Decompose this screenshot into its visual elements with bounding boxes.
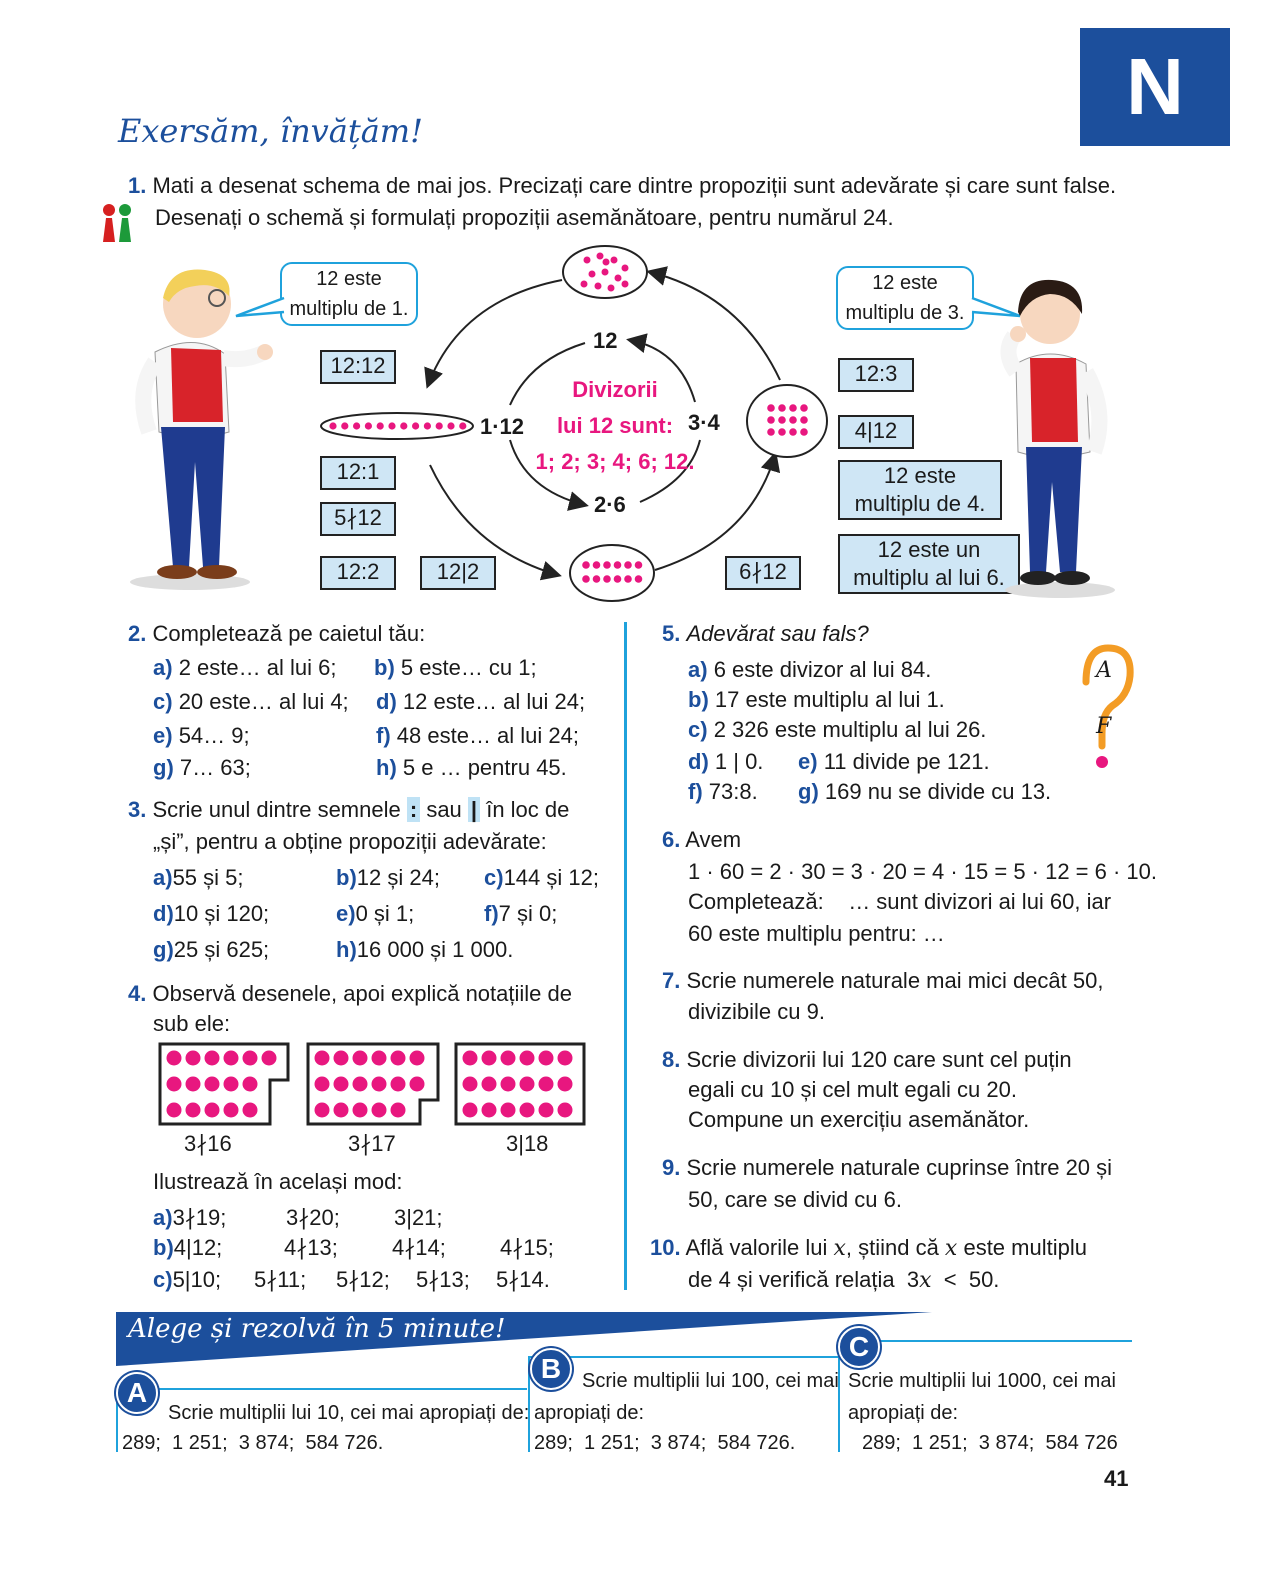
ex3-h-text: 16 000 și 1 000. [356,937,514,962]
dot-top [608,285,615,292]
ex2-b-letter: b) [374,655,395,680]
ex2-item-a [153,652,336,684]
badge-f: F [1096,714,1112,739]
dot-right [800,428,808,436]
dot-bottom [614,561,622,569]
ex2-d-text: 12 este… al lui 24; [402,689,586,714]
ex10-text1a: Află valorile lui [685,1235,834,1260]
ex5-item-b [688,684,945,716]
ex1-text1: Mati a desenat schema de mai jos. Precizați care dintre propoziții sunt adevărate și care sunt false. [152,173,1117,198]
ex4-text1: Observă desenele, apoi explică notațiile de [152,981,572,1006]
ex6-line4: 60 este multiplu pentru: … [688,921,945,946]
line-a-left [116,1400,118,1452]
ex4-row-a [153,1202,226,1234]
badge-b-circle: B [530,1348,572,1390]
ex1-number: 1. [128,173,147,198]
ex6-line2: 1 · 60 = 2 · 30 = 3 · 20 = 4 · 15 = 5 · 12 = 6 · 10. [688,859,1158,884]
dot-bottom [614,575,622,583]
line-b-top [528,1356,838,1358]
dot-group2 [334,1051,349,1066]
ex5-a-text: 6 este divizor al lui 84. [713,657,932,682]
ex5-number: 5. [662,621,681,646]
center-line2: lui 12 sunt: [556,413,674,438]
bubble-left-line1: 12 este [316,268,382,290]
dot-top [581,281,588,288]
ex5-a-letter: a) [688,657,708,682]
dot-group3 [539,1051,554,1066]
ex7-text1: Scrie numerele naturale mai mici decât 50, [686,968,1104,993]
ex5-f-text: 73:8. [708,779,758,804]
ex6-line3: Completează: … sunt divizori ai lui 60, iar [688,889,1112,914]
dot-bottom [603,561,611,569]
ex2-f-letter: f) [376,723,391,748]
ex4-caption-1: 3∤16 [184,1131,232,1156]
question-mark-icon [1076,642,1136,774]
dot-left [365,422,372,429]
ex5-g-letter: g) [798,779,819,804]
dot-right [789,428,797,436]
ex3-a-letter: a) [153,865,173,890]
dot-right [767,416,775,424]
dot-left [424,422,431,429]
ex3-sign-bar: | [468,797,480,822]
dot-group2 [315,1103,330,1118]
dot-group3 [501,1051,516,1066]
dot-group3 [501,1103,516,1118]
boy-right-illustration [990,272,1130,602]
rbb2-line2: multiplu al lui 6. [853,565,1005,590]
badge-c-circle: C [838,1326,880,1368]
box-c-line2: apropiați de: [848,1402,959,1424]
ex6-number: 6. [662,827,681,852]
dot-top [622,265,629,272]
ex8-line3: Compune un exercițiu asemănător. [688,1107,1030,1132]
ex3-h-letter: h) [336,937,357,962]
ex3-item-h [336,934,513,966]
dot-top [603,259,610,266]
left-box-3: 5∤12 [320,502,396,536]
ex3-item-d [153,898,269,930]
dot-top [611,257,618,264]
ex3-g-text: 25 și 625; [173,937,270,962]
chapter-letter: N [1126,42,1184,131]
ex5-item-e [798,746,990,778]
box-b-line2: apropiați de: [534,1402,645,1424]
ex2-h-letter: h) [376,755,397,780]
dot-group3 [520,1051,535,1066]
ex3-sign-colon: : [407,797,420,822]
ex4-c-letter: c) [153,1267,173,1292]
ex7-number: 7. [662,968,681,993]
ex5-title [662,618,869,650]
dot-group3 [501,1077,516,1092]
dot-group3 [520,1077,535,1092]
dot-group2 [353,1103,368,1118]
ex2-item-g [153,752,251,784]
ex2-item-e [153,720,250,752]
bubble-left-line2: multiplu de 1. [289,298,409,320]
ex3-item-e [336,898,414,930]
ex4-b-1: 4|12; [173,1235,223,1260]
diagram-label-right: 3·4 [688,410,720,435]
ex2-d-letter: d) [376,689,397,714]
ex3-item-b [336,862,440,894]
ex5-b-letter: b) [688,687,709,712]
dots-ellipse-right [747,385,827,457]
ex2-e-text: 54… 9; [178,723,250,748]
ex5-e-letter: e) [798,749,818,774]
ex10-text1c: este multiplu [957,1235,1087,1260]
dot-left [436,422,443,429]
dot-bottom [593,575,601,583]
ex3-number: 3. [128,797,147,822]
diagram-label-left: 1·12 [480,414,525,439]
section-title: Exersăm, învățăm! [118,112,423,150]
ex8-line1 [662,1044,1072,1076]
dot-group3 [558,1077,573,1092]
ex4-line2: sub ele: [153,1011,231,1036]
dot-right [767,428,775,436]
ex5-c-letter: c) [688,717,708,742]
dot-group1 [167,1077,182,1092]
ex2-title-text: Completează pe caietul tău: [152,621,426,646]
rbb1-line1: 12 este [883,463,957,488]
ex8-line2: egali cu 10 și cel mult egali cu 20. [688,1077,1017,1102]
bubble-right-line1: 12 este [872,272,938,294]
ex2-item-d [376,686,585,718]
ex2-item-h [376,752,567,784]
dot-group1 [205,1051,220,1066]
ex10-var3: x [919,1268,932,1293]
dot-right [778,404,786,412]
dot-top [597,253,604,260]
ex2-item-f [376,720,579,752]
dot-left [388,422,395,429]
ex2-g-text: 7… 63; [179,755,251,780]
ex3-f-text: 7 și 0; [498,901,558,926]
dot-group2 [410,1051,425,1066]
ex10-text2a: de 4 și verifică relația 3 [688,1267,920,1292]
boy-left-illustration [125,262,275,592]
ex3-d-letter: d) [153,901,174,926]
ex2-number: 2. [128,621,147,646]
left-box-4: 12:2 [320,556,396,590]
ex10-text1b: , știind că [845,1235,945,1260]
dot-left [459,422,466,429]
ex2-e-letter: e) [153,723,173,748]
ex4-c-4: 5∤13; [416,1267,470,1292]
ex2-title [128,618,425,650]
dot-group1 [186,1051,201,1066]
ex2-item-c [153,686,349,718]
ex4-c-1: 5|10; [172,1267,222,1292]
game-pawns-icon [95,200,139,246]
ex4-caption-2: 3∤17 [348,1131,396,1156]
ex3-f-letter: f) [484,901,499,926]
dot-group2 [334,1103,349,1118]
diagram-center-text [520,372,710,480]
dot-left [447,422,454,429]
ex4-a-letter: a) [153,1205,173,1230]
ex10-line1 [650,1232,1087,1265]
ex5-item-g [798,776,1051,808]
ex9-text1: Scrie numerele naturale cuprinse între 20 și [686,1155,1113,1180]
dot-group1 [186,1077,201,1092]
bottom-banner-title: Alege și rezolvă în 5 minute! [128,1314,506,1344]
box-c-line1: Scrie multiplii lui 1000, cei mai [848,1370,1116,1392]
ex2-item-b [374,652,537,684]
dot-bottom [635,575,643,583]
ex4-c-5: 5∤14. [496,1267,550,1292]
ex1-line1 [128,170,1116,202]
ex4-illustrate: Ilustrează în același mod: [153,1169,403,1194]
ex3-line1 [128,794,569,826]
dot-group2 [410,1077,425,1092]
dot-bottom [582,575,590,583]
center-line3: 1; 2; 3; 4; 6; 12. [535,449,695,474]
dot-group3 [463,1051,478,1066]
ex6-text1: Avem [685,827,742,852]
ex2-a-letter: a) [153,655,173,680]
ex4-c-2: 5∤11; [254,1267,307,1292]
box-a-line1: Scrie multiplii lui 10, cei mai apropiați de: [168,1402,530,1424]
dot-left [412,422,419,429]
ex10-text2b: < 50. [931,1267,1000,1292]
dot-group2 [391,1051,406,1066]
dot-left [377,422,384,429]
page-number: 41 [1104,1466,1129,1491]
ex3-g-letter: g) [153,937,174,962]
dot-group2 [353,1051,368,1066]
dot-right [800,416,808,424]
ex3-line2: „și”, pentru a obține propoziții adevărate: [153,829,547,854]
dot-right [789,404,797,412]
ex4-a-2: 3∤20; [286,1205,340,1230]
ex3-e-letter: e) [336,901,356,926]
ex9-number: 9. [662,1155,681,1180]
ex3-c-letter: c) [484,865,504,890]
ex3-d-text: 10 și 120; [173,901,270,926]
ex5-b-text: 17 este multiplu al lui 1. [714,687,945,712]
ex10-var2: x [944,1236,958,1261]
rbb1-line2: multiplu de 4. [854,491,986,516]
dot-right [778,428,786,436]
ex4-line1 [128,978,572,1010]
dot-bottom [635,561,643,569]
ex3-mid: sau [426,797,462,822]
ex8-number: 8. [662,1047,681,1072]
ex2-f-text: 48 este… al lui 24; [396,723,580,748]
dot-right [778,416,786,424]
dot-group3 [482,1103,497,1118]
speech-bubble-left [280,262,418,326]
dot-group1 [186,1103,201,1118]
dot-bottom [582,561,590,569]
dot-bottom [624,575,632,583]
dot-top [589,271,596,278]
chapter-badge [1080,28,1230,146]
ex4-c-3: 5∤12; [336,1267,390,1292]
badge-a: A [1096,658,1112,683]
ex10-var1: x [833,1236,846,1261]
rbb2-line1: 12 este un [877,537,981,562]
ex5-item-a [688,654,931,686]
ex8-text1: Scrie divizorii lui 120 care sunt cel puțin [686,1047,1072,1072]
ex7-line2: divizibile cu 9. [688,999,825,1024]
box-b-line1: Scrie multiplii lui 100, cei mai [582,1370,839,1392]
ex3-item-a [153,862,244,894]
dot-group2 [372,1051,387,1066]
dot-group1 [167,1051,182,1066]
badge-a-circle: A [116,1372,158,1414]
ex10-line2 [688,1264,999,1297]
ex4-b-4: 4∤15; [500,1235,554,1260]
ex4-number: 4. [128,981,147,1006]
dot-group2 [391,1103,406,1118]
dot-group3 [482,1051,497,1066]
dot-group3 [463,1103,478,1118]
dot-group3 [558,1103,573,1118]
dot-right [789,416,797,424]
ex2-c-text: 20 este… al lui 4; [178,689,349,714]
dot-group3 [558,1051,573,1066]
dot-group1 [167,1103,182,1118]
ex5-g-text: 169 nu se divide cu 13. [824,779,1052,804]
ex2-a-text: 2 este… al lui 6; [178,655,337,680]
ex3-c-text: 144 și 12; [503,865,599,890]
dot-top [595,283,602,290]
left-box-2: 12:1 [320,456,396,490]
ex3-e-text: 0 și 1; [355,901,415,926]
ex3-post: în loc de [486,797,570,822]
ex4-a-1: 3∤19; [172,1205,227,1230]
dot-left [400,422,407,429]
left-box-5: 12|2 [420,556,496,590]
ex9-line1 [662,1152,1112,1184]
dot-left [353,422,360,429]
box-b-line3: 289; 1 251; 3 874; 584 726. [534,1432,796,1454]
bubble-right-line2: multiplu de 3. [845,302,965,324]
ex4-b-letter: b) [153,1235,174,1260]
right-box-3: 6∤12 [725,556,801,590]
ex7-line1 [662,965,1103,997]
ex6-line1 [662,824,741,856]
dot-bottom [593,561,601,569]
ex5-f-letter: f) [688,779,703,804]
dot-group2 [334,1077,349,1092]
dot-bottom [603,575,611,583]
dot-left [329,422,336,429]
dot-group2 [315,1051,330,1066]
dot-right [767,404,775,412]
dot-top [615,275,622,282]
dot-top [622,281,629,288]
ex5-item-f [688,776,758,808]
right-box-2: 4|12 [838,415,914,449]
ex3-b-text: 12 și 24; [356,865,440,890]
ex5-item-d [688,746,763,778]
ex4-row-c [153,1264,221,1296]
left-box-1: 12:12 [320,350,396,384]
ex4-b-3: 4∤14; [392,1235,446,1260]
box-c-line3: 289; 1 251; 3 874; 584 726 [862,1432,1118,1454]
ex4-caption-3: 3|18 [506,1131,549,1156]
dot-group1 [224,1077,239,1092]
dot-top [602,269,609,276]
column-divider [624,622,627,1290]
right-box-1: 12:3 [838,358,914,392]
ex5-c-text: 2 326 este multiplu al lui 26. [713,717,987,742]
ex1-line2: Desenați o schemă și formulați propoziții asemănătoare, pentru numărul 24. [155,205,894,230]
dot-group1 [205,1077,220,1092]
ex2-h-text: 5 e … pentru 45. [402,755,567,780]
diagram-label-top: 12 [593,328,618,353]
ex5-d-text: 1 | 0. [714,749,764,774]
dots-ellipse-bottom [570,545,654,601]
right-big-box-1 [838,460,1002,520]
ex5-item-c [688,714,986,746]
dot-bottom [624,561,632,569]
box-a-line2: 289; 1 251; 3 874; 584 726. [122,1432,384,1454]
dot-group2 [372,1103,387,1118]
ex5-e-text: 11 divide pe 121. [823,749,990,774]
ex2-b-text: 5 este… cu 1; [400,655,537,680]
line-c-top [860,1340,1132,1342]
ex4-b-2: 4∤13; [284,1235,338,1260]
ex5-d-letter: d) [688,749,709,774]
ex3-b-letter: b) [336,865,357,890]
ex2-g-letter: g) [153,755,174,780]
ex2-c-letter: c) [153,689,173,714]
dot-right [800,404,808,412]
dot-top [584,257,591,264]
ex5-title-text: Adevărat sau fals? [686,621,869,646]
dot-group2 [391,1077,406,1092]
dot-group1 [262,1051,277,1066]
dot-group3 [520,1103,535,1118]
center-line1: Divizorii [572,377,658,402]
dot-group2 [353,1077,368,1092]
dot-group1 [205,1103,220,1118]
dot-left [341,422,348,429]
speech-bubble-right [836,266,974,330]
ex3-a-text: 55 și 5; [172,865,244,890]
dot-group2 [372,1077,387,1092]
dot-group3 [539,1103,554,1118]
dot-group3 [539,1077,554,1092]
dot-group3 [482,1077,497,1092]
dot-group1 [243,1103,258,1118]
dot-group1 [224,1051,239,1066]
dot-group1 [224,1103,239,1118]
ex4-a-3: 3|21; [394,1205,443,1230]
ex3-item-c [484,862,599,894]
ex3-pre: Scrie unul dintre semnele [152,797,401,822]
dot-groups-figure [158,1042,590,1128]
dot-group2 [315,1077,330,1092]
ex3-item-g [153,934,269,966]
ex9-line2: 50, care se divid cu 6. [688,1187,903,1212]
dot-group1 [243,1077,258,1092]
dot-group3 [463,1077,478,1092]
line-a-top [150,1388,527,1390]
ex4-row-b [153,1232,222,1264]
ex3-item-f [484,898,557,930]
dot-group1 [243,1051,258,1066]
diagram-label-bottom: 2·6 [594,492,626,517]
ex10-number: 10. [650,1235,681,1260]
